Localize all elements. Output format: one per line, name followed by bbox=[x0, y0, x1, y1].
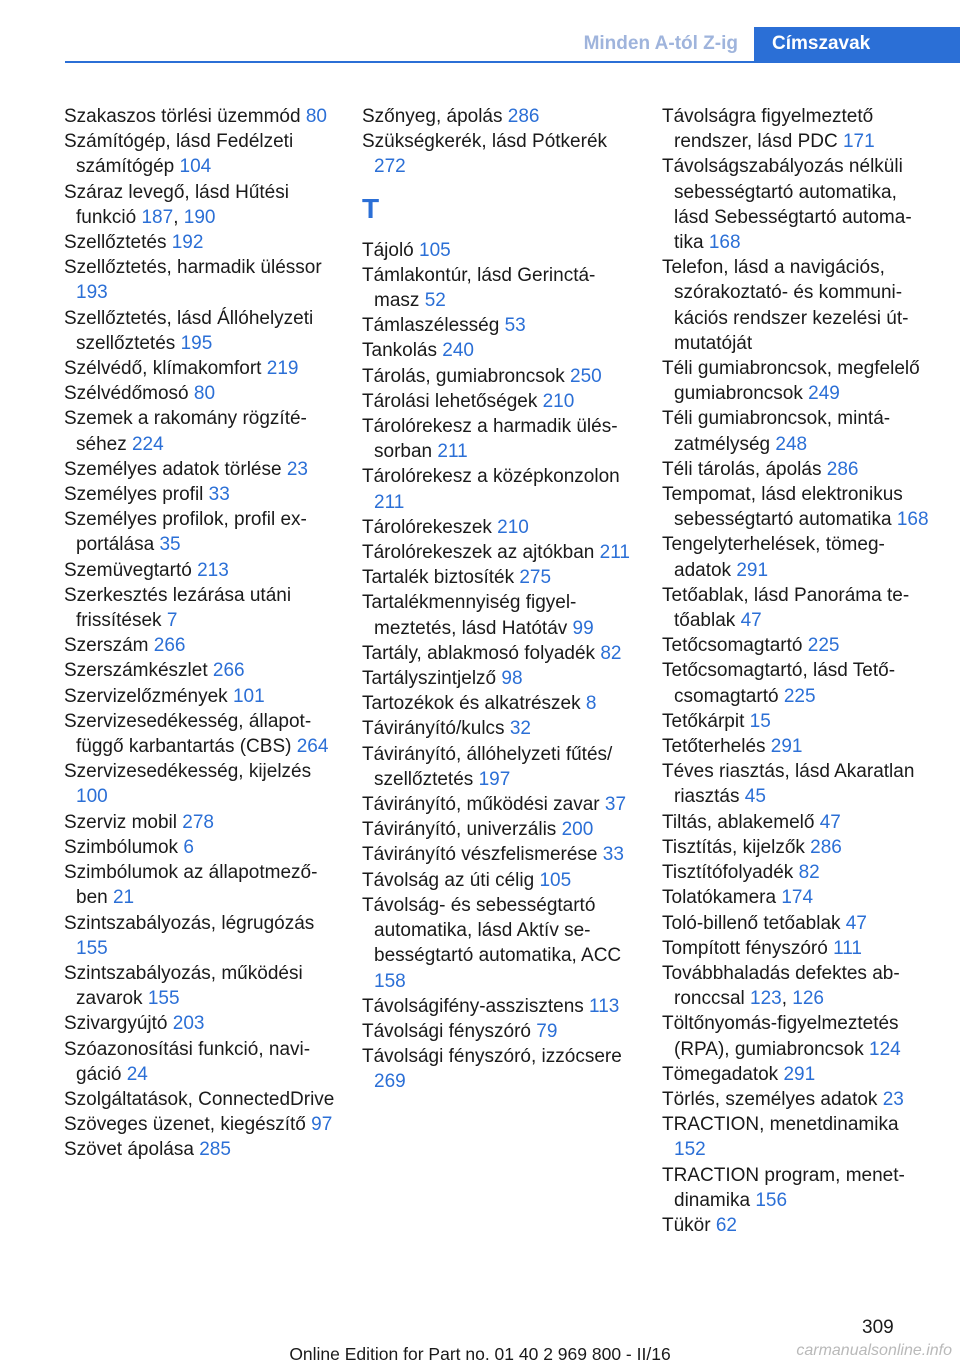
entry-term: Szintszabályozás, működési zavarok bbox=[64, 962, 303, 1010]
page-link[interactable]: 47 bbox=[740, 610, 762, 632]
entry-term: Tömegadatok bbox=[662, 1063, 779, 1085]
entry-term: Tolatókamera bbox=[662, 887, 777, 909]
entry-term: Tetőablak, lásd Panoráma tetőablak bbox=[662, 584, 910, 632]
page-link[interactable]: 53 bbox=[504, 315, 526, 337]
index-entry bbox=[64, 356, 336, 381]
entry-term: Téves riasztás, lásd Akaratlan riasztás bbox=[662, 761, 915, 808]
entry-term: Távirányító, állóhelyzeti fűtés/ szellőztetés bbox=[362, 743, 613, 790]
page-link[interactable]: 285 bbox=[199, 1139, 231, 1161]
entry-term: TRACTION program, menetdinamika bbox=[662, 1164, 905, 1211]
entry-term: Szélvédőmosó bbox=[64, 383, 189, 405]
header-tabs bbox=[568, 27, 960, 61]
entry-term: Tartályszintjelző bbox=[362, 668, 497, 690]
index-entry bbox=[662, 885, 934, 910]
entry-term: Szöveges üzenet, kiegészítő bbox=[64, 1114, 306, 1136]
entry-term: Tiltás, ablakemelő bbox=[662, 811, 815, 833]
index-entry bbox=[362, 464, 634, 514]
index-entry bbox=[662, 1011, 934, 1061]
index-entry bbox=[662, 1112, 934, 1162]
page-link[interactable]: 156 bbox=[755, 1189, 788, 1211]
entry-term: Tárolórekeszek bbox=[362, 516, 492, 538]
page-link[interactable]: 79 bbox=[536, 1020, 558, 1042]
index-entry bbox=[64, 306, 336, 356]
page-link[interactable]: 105 bbox=[539, 869, 572, 891]
entry-term: Távirányító vészfelismerése bbox=[362, 844, 598, 866]
entry-term: Tárolórekesz a harmadik üléssorban bbox=[362, 416, 618, 463]
entry-term: Támlakontúr, lásd Gerinctámasz bbox=[362, 264, 596, 312]
page-link[interactable]: 275 bbox=[519, 567, 552, 589]
page-link[interactable]: 7 bbox=[166, 610, 178, 632]
entry-term: Távirányító/kulcs bbox=[362, 718, 505, 740]
page-link[interactable]: 82 bbox=[600, 642, 622, 664]
page-link[interactable]: 32 bbox=[509, 718, 531, 740]
entry-term: Szimbólumok bbox=[64, 836, 179, 858]
page-link[interactable]: 225 bbox=[807, 635, 840, 657]
index-column-2 bbox=[362, 104, 634, 1095]
page-link[interactable]: 168 bbox=[896, 509, 929, 531]
page-link[interactable]: 197 bbox=[478, 768, 511, 790]
index-entry bbox=[662, 1062, 934, 1087]
page-link[interactable]: 224 bbox=[131, 433, 164, 455]
index-entry bbox=[64, 633, 336, 658]
entry-term: Szemek a rakomány rögzítéséhez bbox=[64, 408, 307, 455]
page-link[interactable]: 111 bbox=[833, 937, 862, 959]
index-entry bbox=[362, 691, 634, 716]
index-entry bbox=[662, 911, 934, 936]
index-entry bbox=[662, 759, 934, 809]
index-entry bbox=[64, 810, 336, 835]
index-entry bbox=[662, 1163, 934, 1213]
entry-term: Szervizelőzmények bbox=[64, 685, 228, 707]
index-entry bbox=[662, 104, 934, 154]
page-link[interactable]: 192 bbox=[171, 232, 204, 254]
page-link[interactable]: 171 bbox=[842, 131, 875, 153]
entry-term: Szerszám bbox=[64, 635, 149, 657]
index-entry bbox=[362, 817, 634, 842]
page-link[interactable]: 200 bbox=[561, 819, 594, 841]
page-link[interactable]: 211 bbox=[437, 441, 468, 463]
entry-term: Szemüvegtartó bbox=[64, 559, 192, 581]
index-entry bbox=[64, 381, 336, 406]
entry-term: Tetőkárpit bbox=[662, 710, 745, 732]
entry-term: Szükségkerék, lásd Pótkerék bbox=[362, 131, 608, 153]
entry-term: Tompított fényszóró bbox=[662, 937, 828, 959]
entry-term: Személyes adatok törlése bbox=[64, 458, 282, 480]
page-link[interactable]: 266 bbox=[212, 660, 245, 682]
index-entry bbox=[64, 129, 336, 179]
page-link[interactable]: 126 bbox=[792, 988, 824, 1010]
letter-heading: T bbox=[362, 192, 380, 224]
entry-term: Szimbólumok az állapotmezőben bbox=[64, 862, 318, 909]
index-entry bbox=[362, 590, 634, 640]
page-link[interactable]: 291 bbox=[783, 1063, 816, 1085]
entry-term: Tárolórekesz a középkonzolon bbox=[362, 466, 620, 488]
index-entry bbox=[362, 716, 634, 741]
entry-term: Szellőztetés, harmadik üléssor bbox=[64, 257, 322, 279]
entry-term: Téli tárolás, ápolás bbox=[662, 458, 822, 480]
entry-term: Tetőcsomagtartó, lásd Tetőcsomagtartó bbox=[662, 660, 896, 707]
index-entry bbox=[362, 238, 634, 263]
index-entry bbox=[64, 1011, 336, 1036]
index-entry bbox=[64, 860, 336, 910]
page-link[interactable]: 6 bbox=[183, 836, 194, 858]
index-entry bbox=[64, 1037, 336, 1087]
entry-term: Szerviz mobil bbox=[64, 811, 177, 833]
index-entry bbox=[662, 154, 934, 255]
entry-term: Tárolórekeszek az ajtókban bbox=[362, 542, 595, 564]
entry-term: Szövet ápolása bbox=[64, 1139, 194, 1161]
index-entry bbox=[64, 406, 336, 456]
entry-term: Tükör bbox=[662, 1214, 711, 1236]
index-entry: Száraz levegő, lásd Hűtési funkció 187, 190 bbox=[64, 181, 289, 228]
entry-term: Tisztítás, kijelzők bbox=[662, 836, 805, 858]
entry-term: TRACTION, menetdinamika bbox=[662, 1114, 899, 1136]
page-link[interactable]: 250 bbox=[570, 365, 602, 387]
entry-term: Tempomat, lásd elektronikus sebességtartó automatika bbox=[662, 484, 903, 531]
header-rule bbox=[65, 61, 960, 63]
page-link[interactable]: 24 bbox=[126, 1063, 148, 1085]
index-entry bbox=[662, 734, 934, 759]
entry-term: Távolságszabályozás nélküli sebességtartó automatika, lásd Sebességtartó automatika bbox=[662, 156, 912, 254]
index-entry bbox=[362, 263, 634, 313]
index-entry bbox=[64, 1112, 336, 1137]
page-link[interactable]: 286 bbox=[507, 106, 540, 127]
page-link[interactable]: 45 bbox=[744, 786, 766, 808]
entry-term: Szóazonosítási funkció, navigáció bbox=[64, 1038, 311, 1085]
page-link[interactable]: 264 bbox=[296, 736, 329, 758]
entry-term: Tájoló bbox=[362, 239, 414, 261]
page-link[interactable]: 97 bbox=[311, 1114, 333, 1136]
index-entry bbox=[662, 457, 934, 482]
index-entry bbox=[362, 338, 634, 363]
entry-term: Szőnyeg, ápolás bbox=[362, 106, 503, 127]
page-link[interactable]: 291 bbox=[770, 736, 803, 758]
index-entry bbox=[662, 709, 934, 734]
page-link[interactable]: 211 bbox=[599, 542, 630, 564]
page-link[interactable]: 158 bbox=[374, 970, 406, 992]
entry-term: Személyes profil bbox=[64, 484, 204, 506]
entry-term: Törlés, személyes adatok bbox=[662, 1088, 878, 1110]
index-entry bbox=[362, 641, 634, 666]
index-entry bbox=[64, 911, 336, 961]
index-entry bbox=[362, 540, 634, 565]
entry-term: Távirányító, működési zavar bbox=[362, 794, 600, 816]
page-link[interactable]: 124 bbox=[869, 1038, 901, 1060]
page-link[interactable]: 210 bbox=[497, 516, 529, 538]
entry-term: Szervizesedékesség, állapotfüggő karbantartás (CBS) bbox=[64, 710, 312, 758]
page-link[interactable]: 15 bbox=[749, 710, 771, 732]
page-link[interactable]: 286 bbox=[810, 836, 842, 858]
page-link[interactable]: 249 bbox=[808, 383, 840, 405]
index-entry bbox=[362, 129, 634, 179]
entry-term: Távolsági fényszóró, izzócsere bbox=[362, 1046, 622, 1068]
entry-term: Távolság az úti célig bbox=[362, 869, 535, 891]
index-entry bbox=[362, 792, 634, 817]
index-entry bbox=[64, 482, 336, 507]
index-entry bbox=[64, 457, 336, 482]
entry-term: Távolsági fényszóró bbox=[362, 1020, 531, 1042]
index-entry bbox=[64, 255, 336, 305]
index-entry bbox=[362, 1044, 634, 1094]
entry-term: Szolgáltatások, ConnectedDrive bbox=[64, 1088, 335, 1110]
entry-term: Tárolási lehetőségek bbox=[362, 390, 538, 412]
entry-term: Tartalék biztosíték bbox=[362, 567, 515, 589]
entry-term: Távirányító, univerzális bbox=[362, 819, 557, 841]
entry-term: Tartozékok és alkatrészek bbox=[362, 693, 581, 715]
entry-term: Szélvédő, klímakomfort bbox=[64, 358, 262, 380]
entry-term: Szerkesztés lezárása utáni frissítések bbox=[64, 584, 292, 632]
entry-term: Szervizesedékesség, kijelzés bbox=[64, 761, 312, 783]
entry-term: Tengelyterhelések, tömegadatok bbox=[662, 534, 885, 581]
page-link[interactable]: 33 bbox=[208, 484, 230, 506]
index-entry bbox=[64, 1137, 336, 1162]
column-2-entries bbox=[362, 238, 634, 1095]
index-entry bbox=[362, 842, 634, 867]
entry-term: Tartály, ablakmosó folyadék bbox=[362, 642, 596, 664]
page-link[interactable]: 23 bbox=[286, 458, 308, 480]
entry-term: Távolság- és sebességtartó automatika, lásd Aktív sebességtartó automatika, ACC bbox=[362, 894, 622, 967]
page-link[interactable]: 113 bbox=[589, 995, 620, 1017]
index-entry bbox=[662, 633, 934, 658]
entry-term: Szivargyújtó bbox=[64, 1013, 168, 1035]
page-link[interactable]: 47 bbox=[819, 811, 841, 833]
entry-term: Tetőcsomagtartó bbox=[662, 635, 803, 657]
index-entry bbox=[662, 1213, 934, 1238]
entry-term: Szellőztetés, lásd Állóhelyzeti szellőztetés bbox=[64, 307, 314, 354]
index-entry bbox=[64, 583, 336, 633]
page-link[interactable]: 8 bbox=[585, 693, 597, 715]
index-entry bbox=[64, 1087, 336, 1112]
page-link[interactable]: 80 bbox=[305, 106, 327, 127]
index-entry bbox=[64, 507, 336, 557]
index-entry bbox=[362, 313, 634, 338]
page-link[interactable]: 62 bbox=[715, 1214, 737, 1236]
section-tab[interactable]: Minden A-tól Z-ig bbox=[583, 33, 738, 54]
index-entry bbox=[362, 868, 634, 893]
index-column-1 bbox=[64, 104, 336, 1163]
index-entry bbox=[662, 255, 934, 356]
index-entry bbox=[362, 893, 634, 994]
entry-term: Tankolás bbox=[362, 340, 437, 362]
entry-term: Távolságra figyelmeztető rendszer, lásd PDC bbox=[662, 106, 874, 153]
entry-term: Tárolás, gumiabroncsok bbox=[362, 365, 565, 387]
page-link[interactable]: 47 bbox=[845, 912, 867, 934]
page-link[interactable]: 82 bbox=[798, 862, 820, 884]
page-number: 309 bbox=[862, 1317, 894, 1338]
entry-term: Töltőnyomás-figyelmeztetés (RPA), gumiabroncsok bbox=[662, 1013, 899, 1060]
entry-term: Szerszámkészlet bbox=[64, 660, 208, 682]
index-entry bbox=[662, 532, 934, 582]
entry-term: Tetőterhelés bbox=[662, 736, 766, 758]
entry-term: Szintszabályozás, légrugózás bbox=[64, 912, 315, 934]
entry-term: Toló-billenő tetőablak bbox=[662, 912, 841, 934]
page-link[interactable]: 52 bbox=[424, 290, 446, 312]
index-entry bbox=[662, 860, 934, 885]
index-entry bbox=[64, 759, 336, 809]
index-entry bbox=[362, 565, 634, 590]
page-link[interactable]: 155 bbox=[147, 988, 180, 1010]
page-link[interactable]: 37 bbox=[604, 794, 627, 816]
index-entry bbox=[662, 482, 934, 532]
page-link[interactable]: 23 bbox=[882, 1088, 904, 1110]
page-link[interactable]: 272 bbox=[374, 156, 406, 178]
page-link[interactable]: 278 bbox=[182, 811, 214, 833]
page-link[interactable]: 100 bbox=[76, 786, 108, 808]
entry-term: Téli gumiabroncsok, mintázatmélység bbox=[662, 408, 891, 455]
page-link[interactable]: 210 bbox=[542, 390, 575, 412]
page-link[interactable]: 240 bbox=[442, 340, 474, 362]
page-link[interactable]: 105 bbox=[419, 239, 451, 261]
entry-term: Távolságifény-asszisztens bbox=[362, 995, 584, 1017]
index-entry bbox=[362, 1019, 634, 1044]
page-link[interactable]: 195 bbox=[180, 332, 213, 354]
index-entry bbox=[362, 104, 634, 129]
page-link[interactable]: 269 bbox=[374, 1071, 406, 1093]
page-link[interactable]: 152 bbox=[674, 1139, 706, 1161]
page-link[interactable]: 101 bbox=[232, 685, 265, 707]
entry-term: Tisztítófolyadék bbox=[662, 862, 794, 884]
entry-term: Telefon, lásd a navigációs, szórakoztató- és kommunikációs rendszer kezelési útmutatóját bbox=[662, 257, 909, 354]
page-link[interactable]: 203 bbox=[172, 1013, 205, 1035]
page-link[interactable]: 98 bbox=[501, 668, 523, 690]
page-link[interactable]: 104 bbox=[179, 156, 212, 178]
page-link[interactable]: 174 bbox=[781, 887, 814, 909]
index-entry bbox=[662, 658, 934, 708]
index-entry bbox=[362, 666, 634, 691]
index-entry: Továbbhaladás defektes abronccsal 123, 126 bbox=[662, 962, 900, 1010]
index-entry bbox=[64, 961, 336, 1011]
page-link[interactable]: 266 bbox=[153, 635, 186, 657]
index-entry bbox=[362, 515, 634, 540]
index-entry bbox=[64, 104, 336, 129]
index-entry bbox=[662, 1087, 934, 1112]
index-entry bbox=[662, 406, 934, 456]
entry-term: Továbbhaladás defektes abronccsal bbox=[662, 962, 900, 1010]
entry-term: Támlaszélesség bbox=[362, 315, 500, 337]
index-entry bbox=[662, 356, 934, 406]
index-column-3 bbox=[662, 104, 934, 1238]
index-entry bbox=[362, 742, 634, 792]
page-link[interactable]: 99 bbox=[572, 617, 594, 639]
index-entry bbox=[64, 835, 336, 860]
index-entry bbox=[362, 364, 634, 389]
chapter-tab[interactable]: Címszavak bbox=[754, 27, 960, 61]
page-link[interactable]: 155 bbox=[76, 937, 108, 959]
index-entry bbox=[64, 230, 336, 255]
page-link[interactable]: 193 bbox=[76, 282, 108, 304]
page-link[interactable]: 219 bbox=[266, 358, 299, 380]
page-link[interactable]: 211 bbox=[374, 491, 405, 513]
page-link[interactable]: 21 bbox=[112, 887, 135, 909]
index-entry bbox=[64, 709, 336, 759]
page-link[interactable]: 168 bbox=[708, 232, 741, 254]
entry-term: Személyes profilok, profil exportálása bbox=[64, 509, 307, 556]
index-entry bbox=[64, 658, 336, 683]
page-link[interactable]: 225 bbox=[783, 685, 816, 707]
column-2-entries-before bbox=[362, 104, 634, 180]
page-link[interactable]: 80 bbox=[193, 383, 216, 405]
index-entry bbox=[662, 835, 934, 860]
page-link[interactable]: 213 bbox=[197, 559, 229, 581]
entry-term: Szellőztetés bbox=[64, 232, 167, 254]
page-link[interactable]: 291 bbox=[736, 559, 769, 581]
entry-term: Téli gumiabroncsok, megfelelő gumiabroncsok bbox=[662, 358, 920, 405]
entry-term: Száraz levegő, lásd Hűtési funkció bbox=[64, 181, 289, 228]
page-link[interactable]: 33 bbox=[602, 844, 624, 866]
page-link[interactable]: 286 bbox=[826, 458, 859, 480]
entry-term: Szakaszos törlési üzemmód bbox=[64, 106, 301, 127]
page-link[interactable]: 248 bbox=[775, 433, 808, 455]
index-entry bbox=[362, 994, 634, 1019]
page-link[interactable]: 35 bbox=[159, 534, 181, 556]
index-entry bbox=[662, 810, 934, 835]
entry-term: Számítógép, lásd Fedélzeti számítógép bbox=[64, 131, 294, 178]
index-entry bbox=[362, 389, 634, 414]
entry-term: Tartalékmennyiség figyelmeztetés, lásd Hatótáv bbox=[362, 592, 577, 639]
index-entry bbox=[64, 684, 336, 709]
index-entry bbox=[64, 558, 336, 583]
page-link[interactable]: 187 bbox=[141, 206, 174, 228]
page-link[interactable]: 190 bbox=[183, 206, 216, 228]
watermark: carmanualsonline.info bbox=[796, 1342, 952, 1359]
edition-line: Online Edition for Part no. 01 40 2 969 800 - II/16 bbox=[289, 1344, 671, 1364]
index-entry bbox=[662, 936, 934, 961]
page-link[interactable]: 123 bbox=[750, 988, 782, 1010]
index-entry bbox=[662, 583, 934, 633]
index-entry bbox=[362, 414, 634, 464]
